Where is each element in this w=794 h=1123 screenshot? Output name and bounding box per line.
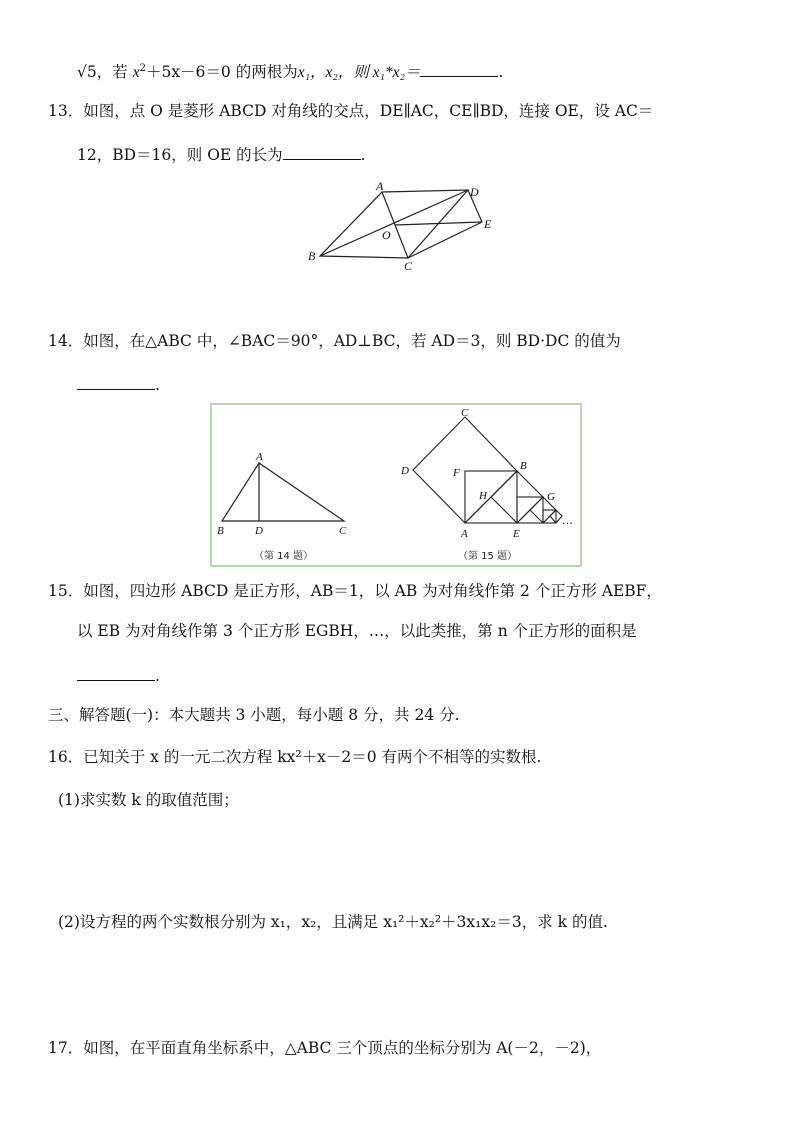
answer-blank[interactable]	[283, 143, 361, 160]
label-e: E	[484, 217, 492, 231]
caption-15: （第 15 题）	[458, 551, 518, 562]
answer-blank[interactable]	[420, 60, 498, 77]
label-o: O	[382, 228, 391, 242]
question-number: 13．	[48, 102, 84, 120]
q14-line2: .	[77, 373, 160, 396]
rhombus-figure	[300, 178, 500, 274]
fig14-label-a: A	[256, 451, 263, 463]
figures-14-15	[210, 403, 582, 567]
label-b: B	[308, 249, 316, 263]
label-c: C	[404, 259, 413, 273]
fig15-label-a: A	[461, 528, 468, 540]
question-number: 15．	[48, 582, 84, 600]
question-number: 14．	[48, 332, 84, 350]
q15-line3: .	[77, 664, 160, 687]
fig15-label-f: F	[453, 467, 460, 479]
label-a: A	[376, 179, 384, 193]
label-d: D	[470, 185, 479, 199]
question-number: 16．	[48, 748, 84, 766]
q16-part2: (2)设方程的两个实数根分别为 x₁，x₂，且满足 x₁²＋x₂²＋3x₁x₂＝3，求 k 的值.	[58, 913, 608, 931]
fig14-label-c: C	[339, 525, 347, 537]
fig15-label-d: D	[401, 465, 409, 477]
q17-line1: 17．如图，在平面直角坐标系中，△ABC 三个顶点的坐标分别为 A(－2，－2)，	[48, 1039, 602, 1057]
fig15-label-b: B	[520, 460, 527, 472]
q12-tail: √5，若 $x^2+5x-6=0$ 的两根为x₁，x₂，则 x₁*x₂＝ .	[77, 58, 503, 84]
section-3-header: 三、解答题(一)：本大题共 3 小题，每小题 8 分，共 24 分.	[48, 706, 460, 724]
fig15-label-c: C	[461, 407, 469, 419]
fig15-label-h: H	[479, 490, 487, 502]
figure-frame	[211, 404, 581, 566]
q14-line1: 14．如图，在△ABC 中，∠BAC＝90°，AD⊥BC，若 AD＝3，则 BD·DC 的值为	[48, 332, 621, 350]
sqrt5: √5	[77, 63, 97, 82]
q13-line2: 12，BD＝16，则 OE 的长为 .	[77, 143, 366, 166]
segment-oe	[395, 222, 482, 225]
q15-line2: 以 EB 为对角线作第 3 个正方形 EGBH，…，以此类推，第 n 个正方形的面积是	[77, 622, 637, 640]
q16-line1: 16．已知关于 x 的一元二次方程 kx²＋x－2＝0 有两个不相等的实数根.	[48, 748, 542, 766]
q15-line1: 15．如图，四边形 ABCD 是正方形，AB＝1，以 AB 为对角线作第 2 个正方形 AEBF，	[48, 582, 662, 600]
answer-blank[interactable]	[77, 664, 155, 681]
fig14-label-b: B	[217, 525, 224, 537]
question-number: 17．	[48, 1039, 84, 1057]
caption-14: （第 14 题）	[254, 551, 314, 562]
fig14-label-d: D	[255, 525, 263, 537]
fig15-label-e: E	[513, 528, 520, 540]
answer-blank[interactable]	[77, 373, 155, 390]
fig15-label-g: G	[547, 491, 555, 503]
segment-ce	[408, 222, 482, 258]
q16-part1: (1)求实数 k 的取值范围；	[58, 791, 239, 809]
q13-line1: 13．如图，点 O 是菱形 ABCD 对角线的交点，DE∥AC，CE∥BD，连接 OE，设 AC＝	[48, 102, 654, 120]
fig15-ellipsis: …	[562, 514, 573, 527]
